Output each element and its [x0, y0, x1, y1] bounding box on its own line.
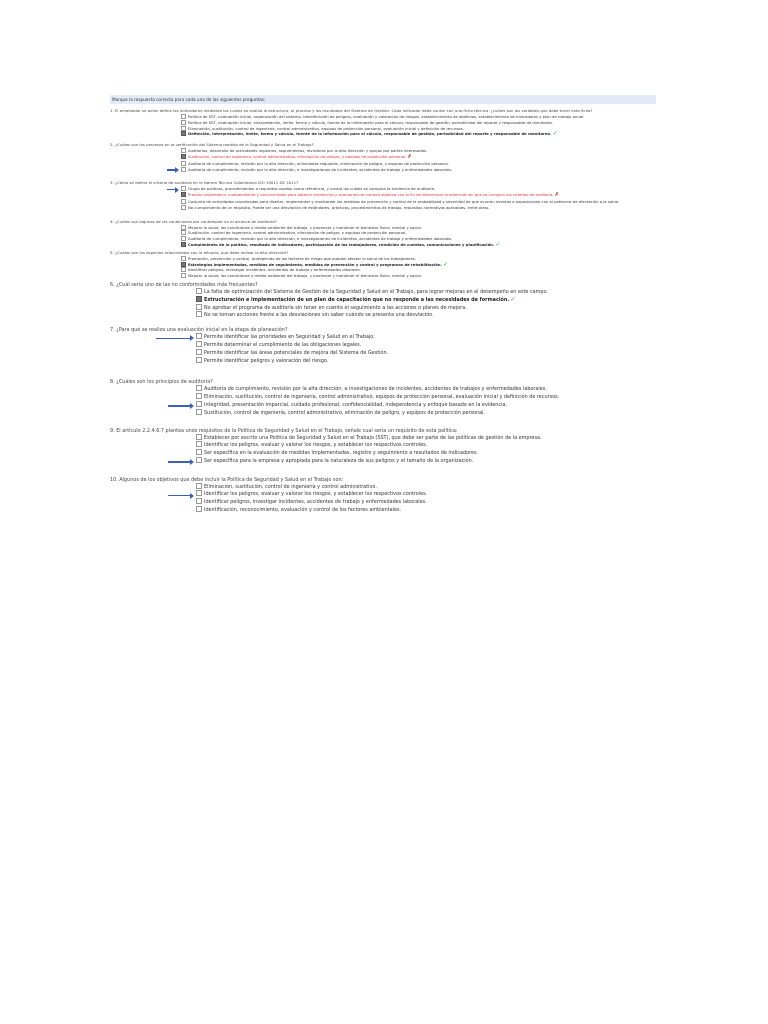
answer-option-selected[interactable]: Definición, interpretación, límite, forma y cálculo, fuente de la información para el cálculo, responsable de gestión, periodicidad del reporte y responsable de monitoreo.✓	[181, 131, 656, 137]
question-9	[110, 427, 656, 466]
question-text: 1. El empleador se quien define los indicadores mediante los cuales se evalúa la estructura, el proceso y los resultados del Sistema de Gestión. Cada indicador debe contar con una ficha técnica. ¿cuáles son las variables que debe tener esta ficha?	[110, 108, 593, 113]
checkbox[interactable]	[196, 401, 202, 407]
checkbox[interactable]	[181, 167, 186, 172]
answer-option[interactable]: Permite identificar peligros y valoración del riesgo.	[196, 358, 656, 366]
question-7	[110, 326, 656, 365]
answer-option[interactable]: Conjunto de actividades coordinadas para diseñar, implementar y monitorear las medidas de prevención y control de la probabilidad y severidad de que ocurran eventos o exposiciones con el potencial de afectación a la salud.	[181, 199, 656, 205]
question-text: 4. ¿Cuáles son algunas de las condiciones por contemplar en el alcance de auditoría?	[110, 218, 277, 224]
answer-option[interactable]: Grupo de políticas, procedimientos o requisitos usados como referencia, y contra los cuales se compara la evidencia de auditoría.	[181, 186, 656, 192]
checkbox[interactable]	[181, 205, 186, 210]
answer-option-wrong[interactable]: Proceso sistemático, independiente y documentado para obtener evidencias y evaluarlas de manera objetiva con el fin de determinar la extensión en que se cumplen los criterios de auditoría.✗	[181, 192, 656, 199]
checkbox-checked[interactable]	[181, 192, 186, 197]
question-text: 10. Algunos de los objetivos que debe incluir la Política de Seguridad y Salud en el Trabajo son:	[110, 476, 344, 483]
checkbox[interactable]	[181, 120, 186, 125]
quiz-page	[110, 95, 656, 515]
wrong-cross-icon: ✗	[554, 192, 560, 199]
answer-option[interactable]: Auditorías, desarrollo de actividades regulares, seguimientos, revisiones por la alta dirección y quejas por partes interesadas.	[181, 148, 656, 154]
correct-check-icon: ✓	[495, 240, 501, 248]
answer-option[interactable]: Auditoría de cumplimiento, revisión por la alta dirección, actividades regulares, eliminación de peligro, y equipos de protección personal.	[181, 161, 656, 167]
question-text: 5. ¿Cuáles son los aspectos relacionados con la eficacia, que debe revisar la alta dirección?	[110, 249, 289, 255]
question-8	[110, 378, 656, 417]
checkbox[interactable]	[181, 267, 186, 272]
answer-option[interactable]: Promoción, prevención y control, protegiendo de los factores de riesgo que puedan afectar la salud de los trabajadores.	[181, 256, 656, 262]
question-text: 9. El artículo 2.2.4.6.7 plantea unos requisitos de la Política de Seguridad y Salud en el Trabajo, señale cual sería un requisito de esta política:	[110, 427, 458, 434]
arrow-right-icon	[168, 405, 191, 407]
answer-option[interactable]: Identificar peligros, investigar incidentes, accidentes de trabajo y enfermedades laborales.	[181, 267, 656, 273]
checkbox[interactable]	[196, 449, 202, 455]
answer-option[interactable]: Eliminación, sustitución, control de ingeniería, control administrativo, equipos de protección personal, evaluación inicial y definición de recursos.	[181, 126, 656, 132]
answer-option[interactable]: Ser específica para la empresa y apropiada para la naturaleza de sus peligros y el tamaño de la organización.	[196, 458, 656, 466]
answer-option[interactable]: Permite determinar el cumplimiento de las obligaciones legales.	[196, 342, 656, 350]
question-4	[110, 219, 656, 248]
question-1	[110, 108, 656, 137]
question-text: 2. ¿Cuáles son los procesos en la verificación del Sistema medida de la Seguridad y Salud en el Trabajo?	[110, 142, 314, 148]
checkbox[interactable]	[196, 385, 202, 391]
answer-option-selected[interactable]: Cumplimiento de la política, resultado de indicadores, participación de los trabajadores, rendición de cuentas, comunicaciones y planificación.✓	[181, 242, 656, 248]
checkbox-checked[interactable]	[181, 242, 186, 247]
answer-option[interactable]: Auditoría de cumplimiento, revisión por la alta dirección, e investigaciones de incidentes, accidentes de trabajo y enfermedades laborales.	[181, 236, 656, 242]
answer-option[interactable]: Identificación, reconocimiento, evaluación y control de los factores ambientales.	[196, 507, 656, 515]
checkbox[interactable]	[196, 333, 202, 339]
instructions-header: Marque la respuesta correcta para cada una de las siguientes preguntas:	[110, 95, 656, 104]
answer-option[interactable]: La falta de optimización del Sistema de Gestión de la Seguridad y Salud en el Trabajo, para lograr mejoras en el desempeño en este campo.	[196, 289, 656, 297]
answer-option[interactable]: Permite identificar las áreas potenciales de mejora del Sistema de Gestión.	[196, 350, 656, 358]
checkbox[interactable]	[196, 304, 202, 310]
answer-option[interactable]: Auditoría de cumplimiento, revisión por la alta dirección, e investigaciones de incidentes, accidentes de trabajos y enfermedades laborales.	[196, 386, 656, 394]
checkbox-checked[interactable]	[181, 131, 186, 136]
question-3	[110, 180, 656, 210]
correct-check-icon: ✓	[510, 295, 516, 303]
answer-option[interactable]: Establecer por escrito una Política de Seguridad y Salud en el Trabajo (SST), que debe ser parte de las políticas de gestión de la empresa.	[196, 435, 656, 443]
question-text: 7. ¿Para qué se realiza una evaluación inicial en la etapa de planeación?	[110, 327, 288, 334]
arrow-right-icon	[167, 169, 176, 171]
arrow-right-icon	[168, 495, 191, 497]
checkbox[interactable]	[181, 186, 186, 191]
answer-option-selected[interactable]: Estrategias implementadas, medidas de seguimiento, medidas de prevención y control y programas de rehabilitación.✓	[181, 262, 656, 268]
arrow-right-icon	[156, 338, 191, 340]
answer-option[interactable]: Identificar peligros, investigar incidentes, accidentes de trabajo y enfermedades laborales.	[196, 499, 656, 507]
answer-option[interactable]: Mejorar la salud, las condiciones y medio ambiente del trabajo, y promover y mantener el bienestar físico, mental y social.	[181, 225, 656, 231]
checkbox[interactable]	[181, 126, 186, 131]
answer-option[interactable]: Auditoría de cumplimiento, revisión por la alta dirección, e investigaciones de incidentes, accidentes de trabajo y enfermedades laborales.	[181, 167, 656, 173]
checkbox[interactable]	[196, 498, 202, 504]
checkbox-checked[interactable]	[181, 154, 186, 159]
checkbox[interactable]	[181, 236, 186, 241]
checkbox[interactable]	[196, 457, 202, 463]
answer-option[interactable]: Eliminación, sustitución, control de ingeniería y control administrativo.	[196, 484, 656, 492]
checkbox[interactable]	[196, 506, 202, 512]
answer-option[interactable]: No aprobar el programa de auditoría sin tener en cuenta el seguimiento a las acciones o planes de mejora.	[196, 305, 656, 313]
checkbox[interactable]	[181, 256, 186, 261]
answer-option[interactable]: Política de SST, evaluación inicial, interpretación, límite, forma y cálculo, fuente de la información para el cálculo, responsable de gestión, periodicidad del reporte y responsable de monitoreo.	[181, 120, 656, 126]
checkbox[interactable]	[196, 409, 202, 415]
checkbox[interactable]	[196, 434, 202, 440]
checkbox[interactable]	[181, 225, 186, 230]
checkbox[interactable]	[181, 230, 186, 235]
checkbox[interactable]	[196, 483, 202, 489]
wrong-cross-icon: ✗	[407, 153, 412, 160]
checkbox[interactable]	[196, 349, 202, 355]
checkbox-checked[interactable]	[181, 262, 186, 267]
answer-option[interactable]: Sustitución, control de ingeniería, control administrativo, eliminación de peligro, y equipos de protección personal.	[196, 410, 656, 418]
checkbox[interactable]	[196, 393, 202, 399]
answer-option[interactable]: Identificar los peligros, evaluar y valorar los riesgos, y establecer los respectivos controles.	[196, 442, 656, 450]
answer-option[interactable]: Mejorar la salud, las condiciones y medio ambiente del trabajo, y promover y mantener el bienestar físico, mental y social.	[181, 273, 656, 279]
answer-option[interactable]: No se toman acciones frente a las desviaciones sin saber cuándo se presenta una desviación.	[196, 312, 656, 320]
answer-option[interactable]: Sustitución, control de ingeniería, control administrativo, eliminación de peligro, y equipos de protección personal.	[181, 230, 656, 236]
question-6	[110, 281, 656, 320]
checkbox-checked[interactable]	[196, 296, 202, 302]
checkbox[interactable]	[181, 161, 186, 166]
question-2	[110, 142, 656, 172]
answer-option[interactable]: Integridad, presentación imparcial, cuidado profesional, confidencialidad, independencia y enfoque basado en la evidencia.	[196, 402, 656, 410]
answer-option-selected[interactable]: Estructuración e implementación de un plan de capacitación que no responde a las necesidades de formación.✓	[196, 297, 656, 305]
checkbox[interactable]	[196, 441, 202, 447]
answer-option[interactable]: Permite identificar las prioridades en Seguridad y Salud en el Trabajo.	[196, 334, 656, 342]
checkbox[interactable]	[196, 490, 202, 496]
question-10	[110, 476, 656, 515]
checkbox[interactable]	[181, 148, 186, 153]
answer-option[interactable]: Política de SST, evaluación inicial, organización del sistema, identificación de peligros, evaluación y valoración de riesgos, establecimiento de objetivos, establecimiento de indicadores y plan de trabajo anual.	[181, 114, 656, 120]
answer-option[interactable]: Eliminación, sustitución, control de ingeniería, control administrativo, equipos de protección personal, evaluación inicial y definición de recursos.	[196, 394, 656, 402]
checkbox[interactable]	[196, 311, 202, 317]
checkbox[interactable]	[181, 199, 186, 204]
question-text: 6. ¿Cuál sería uno de las no conformidades más frecuentes?	[110, 281, 258, 288]
correct-check-icon: ✓	[443, 260, 449, 268]
question-text: 3. ¿Cómo se define el criterio de auditoría en la Norma Técnica Colombiana ISO 19011 DE 2011?	[110, 180, 299, 186]
question-5	[110, 250, 656, 279]
arrow-right-icon	[168, 461, 191, 463]
answer-option[interactable]: Ser específica en la evaluación de medidas implementadas, registro y seguimiento a resultados de indicadores.	[196, 450, 656, 458]
checkbox[interactable]	[181, 273, 186, 278]
checkbox[interactable]	[196, 357, 202, 363]
arrow-right-icon	[167, 189, 176, 191]
answer-option-wrong[interactable]: Sustitución, control de ingeniería, control administrativo, eliminación de peligro, y equipos de protección personal.✗	[181, 154, 656, 161]
question-text: 8. ¿Cuáles son los principios de auditoría?	[110, 379, 213, 386]
correct-check-icon: ✓	[552, 130, 558, 138]
checkbox[interactable]	[196, 288, 202, 294]
checkbox[interactable]	[181, 114, 186, 119]
answer-option[interactable]: Identificar los peligros, evaluar y valorar los riesgos, y establecer los respectivos controles.	[196, 491, 656, 499]
checkbox[interactable]	[196, 341, 202, 347]
answer-option[interactable]: No cumplimiento de un requisito. Puede ser una desviación de estándares, prácticas, procedimientos de trabajo, requisitos normativos aplicables, entre otros.	[181, 205, 656, 211]
